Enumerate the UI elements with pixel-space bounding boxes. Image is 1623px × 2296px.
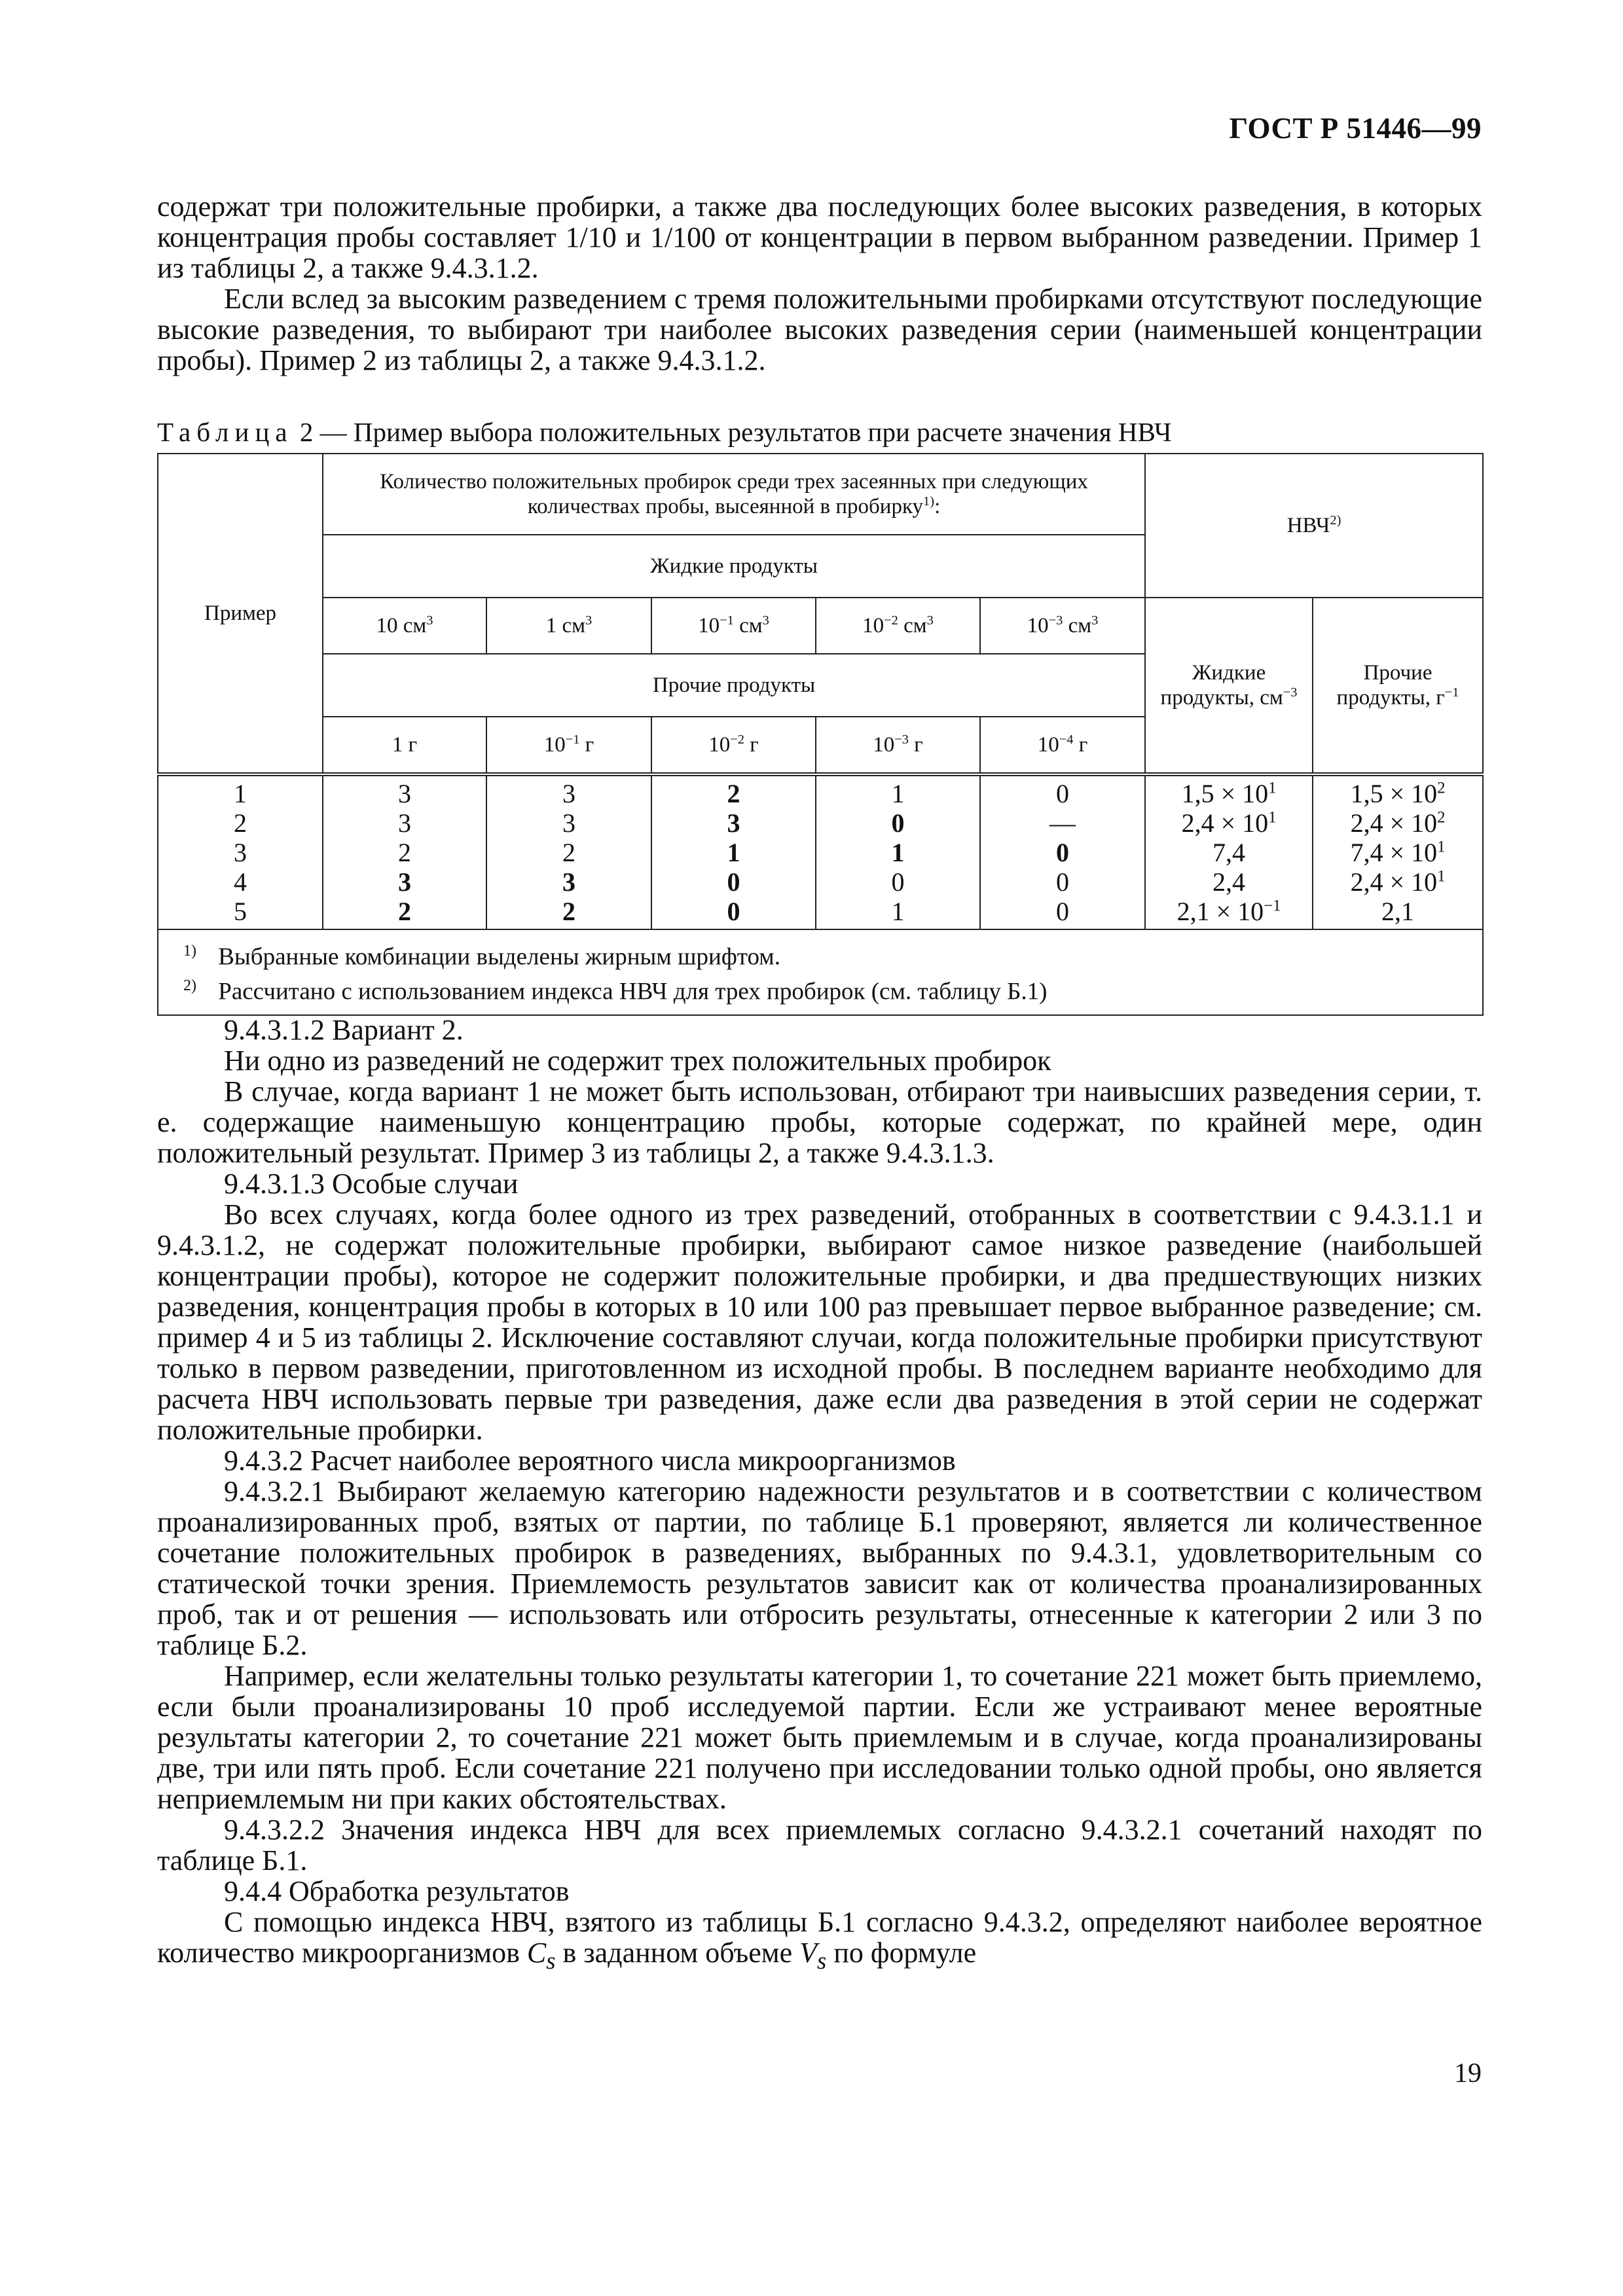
- nvch-liquid-cell: $1,5 \times 10^1$: [1145, 774, 1313, 808]
- positive-count-cell: 1: [816, 897, 980, 929]
- positive-count-cell: 0: [651, 897, 816, 929]
- positive-count-cell: 3: [486, 867, 651, 897]
- header-count: Количество положительных пробирок среди трех засеянных при следующих количествах пробы, высеянной в пробирку$^{1)}$:: [323, 454, 1145, 535]
- header-nvch: НВЧ$^{2)}$: [1145, 454, 1483, 598]
- other-unit: $10^{-4}$ г: [980, 717, 1145, 774]
- nvch-liquid-cell: 2,4: [1145, 867, 1313, 897]
- positive-count-cell: 2: [486, 838, 651, 867]
- positive-count-cell: 3: [323, 774, 486, 808]
- other-unit: $10^{-1}$ г: [486, 717, 651, 774]
- header-nvch-liquid: Жидкие продукты, $см^{-3}$: [1145, 598, 1313, 774]
- table-row: [158, 867, 1483, 897]
- header-example: Пример: [158, 454, 323, 774]
- row-example-number: 4: [158, 867, 323, 897]
- footnote: 1) Выбранные комбинации выделены жирным шрифтом.: [183, 942, 780, 971]
- intro-paragraph-2: Если вслед за высоким разведением с тремя положительными пробирками отсутствуют последующие высокие разведения, то выбирают три наиболее высоких разведения серии (наименьшей концентрации пробы). Пример 2 из таблицы 2, а также 9.4.3.1.2.: [157, 283, 1482, 376]
- other-unit: 1 г: [323, 717, 486, 774]
- body-paragraph: 9.4.3.2.1 Выбирают желаемую категорию надежности результатов и в соответствии с количеством проанализированных проб, взятых от партии, по таблице Б.1 проверяют, является ли количественное сочетание положительных пробирок в разведениях, выбранных по 9.4.3.1, удовлетворительным со статической точки зрения. Приемлемость результатов зависит как от количества проанализированных проб, так и от решения — использовать или отбросить результаты, отнесенные к категории 2 или 3 по таблице Б.2.: [157, 1475, 1482, 1661]
- positive-count-cell: 2: [323, 838, 486, 867]
- positive-count-cell: 1: [816, 838, 980, 867]
- positive-count-cell: 0: [980, 867, 1145, 897]
- nvch-other-cell: 2,1: [1313, 897, 1483, 929]
- positive-count-cell: —: [980, 808, 1145, 838]
- liquid-unit: 1 $см^3$: [486, 598, 651, 654]
- nvch-other-cell: $1,5 \times 10^2$: [1313, 774, 1483, 808]
- table-caption-label: Таблица: [157, 417, 293, 447]
- table-row: [158, 774, 1483, 808]
- positive-count-cell: 0: [816, 808, 980, 838]
- table-body: [158, 774, 1483, 929]
- liquid-unit: 10 $см^3$: [323, 598, 486, 654]
- row-example-number: 1: [158, 774, 323, 808]
- positive-count-cell: 1: [651, 838, 816, 867]
- nvch-liquid-cell: 7,4: [1145, 838, 1313, 867]
- positive-count-cell: 2: [323, 897, 486, 929]
- table-row: [158, 838, 1483, 867]
- other-unit: $10^{-2}$ г: [651, 717, 816, 774]
- positive-count-cell: 0: [816, 867, 980, 897]
- table-row: [158, 897, 1483, 929]
- nvch-other-cell: $7,4 \times 10^1$: [1313, 838, 1483, 867]
- body-paragraph: Ни одно из разведений не содержит трех положительных пробирок: [224, 1045, 1051, 1077]
- body-paragraph: В случае, когда вариант 1 не может быть использован, отбирают три наивысших разведения серии, т. е. содержащие наименьшую концентрацию пробы, которые содержат, по крайней мере, один положительный результат. Пример 3 из таблицы 2, а также 9.4.3.1.3.: [157, 1075, 1482, 1169]
- liquid-unit: $10^{-1}$ $см^3$: [651, 598, 816, 654]
- positive-count-cell: 1: [816, 774, 980, 808]
- row-example-number: 3: [158, 838, 323, 867]
- body-paragraph: 9.4.3.2 Расчет наиболее вероятного числа микроорганизмов: [224, 1444, 956, 1477]
- positive-count-cell: 0: [980, 897, 1145, 929]
- table-caption: [157, 416, 1171, 448]
- table-caption-text: 2 — Пример выбора положительных результатов при расчете значения НВЧ: [299, 417, 1172, 447]
- liquid-unit: $10^{-3}$ $см^3$: [980, 598, 1145, 654]
- row-example-number: 5: [158, 897, 323, 929]
- positive-count-cell: 0: [980, 838, 1145, 867]
- intro-paragraph-1: содержат три положительные пробирки, а также два последующих более высоких разведения, в которых концентрация пробы составляет 1/10 и 1/100 от концентрации в первом выбранном разведении. Пример 1 из таблицы 2, а также 9.4.3.1.2.: [157, 190, 1482, 284]
- positive-count-cell: 3: [651, 808, 816, 838]
- row-example-number: 2: [158, 808, 323, 838]
- nvch-other-cell: $2,4 \times 10^2$: [1313, 808, 1483, 838]
- positive-count-cell: 3: [323, 808, 486, 838]
- body-paragraph: 9.4.3.2.2 Значения индекса НВЧ для всех приемлемых согласно 9.4.3.2.1 сочетаний находят по таблице Б.1.: [157, 1814, 1482, 1876]
- page-number: 19: [1454, 2058, 1482, 2089]
- table-2: [157, 453, 1484, 1016]
- header-nvch-other: Прочие продукты, $г^{-1}$: [1313, 598, 1483, 774]
- positive-count-cell: 0: [980, 774, 1145, 808]
- positive-count-cell: 3: [323, 867, 486, 897]
- nvch-liquid-cell: $2,4 \times 10^1$: [1145, 808, 1313, 838]
- body-paragraph: 9.4.3.1.3 Особые случаи: [224, 1168, 519, 1200]
- positive-count-cell: 2: [486, 897, 651, 929]
- other-unit: $10^{-3}$ г: [816, 717, 980, 774]
- footnote: 2) Рассчитано с использованием индекса НВЧ для трех пробирок (см. таблицу Б.1): [183, 977, 1048, 1005]
- intro-text: [157, 191, 1482, 376]
- header-liquid: Жидкие продукты: [323, 535, 1145, 598]
- positive-count-cell: 0: [651, 867, 816, 897]
- document-header: ГОСТ Р 51446—99: [1229, 112, 1482, 145]
- body-paragraph: Например, если желательны только результаты категории 1, то сочетание 221 может быть приемлемо, если были проанализированы 10 проб исследуемой партии. Если же устраивают менее вероятные результаты категории 2, то сочетание 221 может быть приемлемым и в случае, когда проанализированы две, три или пять проб. Если сочетание 221 получено при исследовании только одной пробы, оно является неприемлемым ни при каких обстоятельствах.: [157, 1660, 1482, 1815]
- body-paragraph: 9.4.3.1.2 Вариант 2.: [224, 1014, 464, 1046]
- body-text: [157, 1014, 1482, 1976]
- nvch-other-cell: $2,4 \times 10^1$: [1313, 867, 1483, 897]
- body-paragraph: 9.4.4 Обработка результатов: [224, 1875, 570, 1907]
- positive-count-cell: 3: [486, 808, 651, 838]
- table-row: [158, 808, 1483, 838]
- table-footnotes: [158, 929, 1483, 1015]
- liquid-unit: $10^{-2}$ $см^3$: [816, 598, 980, 654]
- positive-count-cell: 3: [486, 774, 651, 808]
- body-paragraph: Во всех случаях, когда более одного из трех разведений, отобранных в соответствии с 9.4.3.1.1 и 9.4.3.1.2, не содержат положительные пробирки, выбирают самое низкое разведение (наибольшей концентрации пробы), которое не содержит положительные пробирки, и два предшествующих низких разведения, концентрация пробы в которых в 10 или 100 раз превышает первое выбранное разведение; см. пример 4 и 5 из таблицы 2. Исключение составляют случаи, когда положительные пробирки присутствуют только в первом разведении, приготовленном из исходной пробы. В последнем варианте необходимо для расчета НВЧ использовать первые три разведения, даже если два разведения в этой серии не содержат положительные пробирки.: [157, 1198, 1482, 1446]
- positive-count-cell: 2: [651, 774, 816, 808]
- formula-intro-paragraph: С помощью индекса НВЧ, взятого из таблицы Б.1 согласно 9.4.3.2, определяют наиболее вероятное количество микроорганизмов $C_s$ в заданном объеме $V_s$ по формуле: [157, 1906, 1482, 1974]
- header-other: Прочие продукты: [323, 654, 1145, 717]
- nvch-liquid-cell: $2,1 \times 10^{-1}$: [1145, 897, 1313, 929]
